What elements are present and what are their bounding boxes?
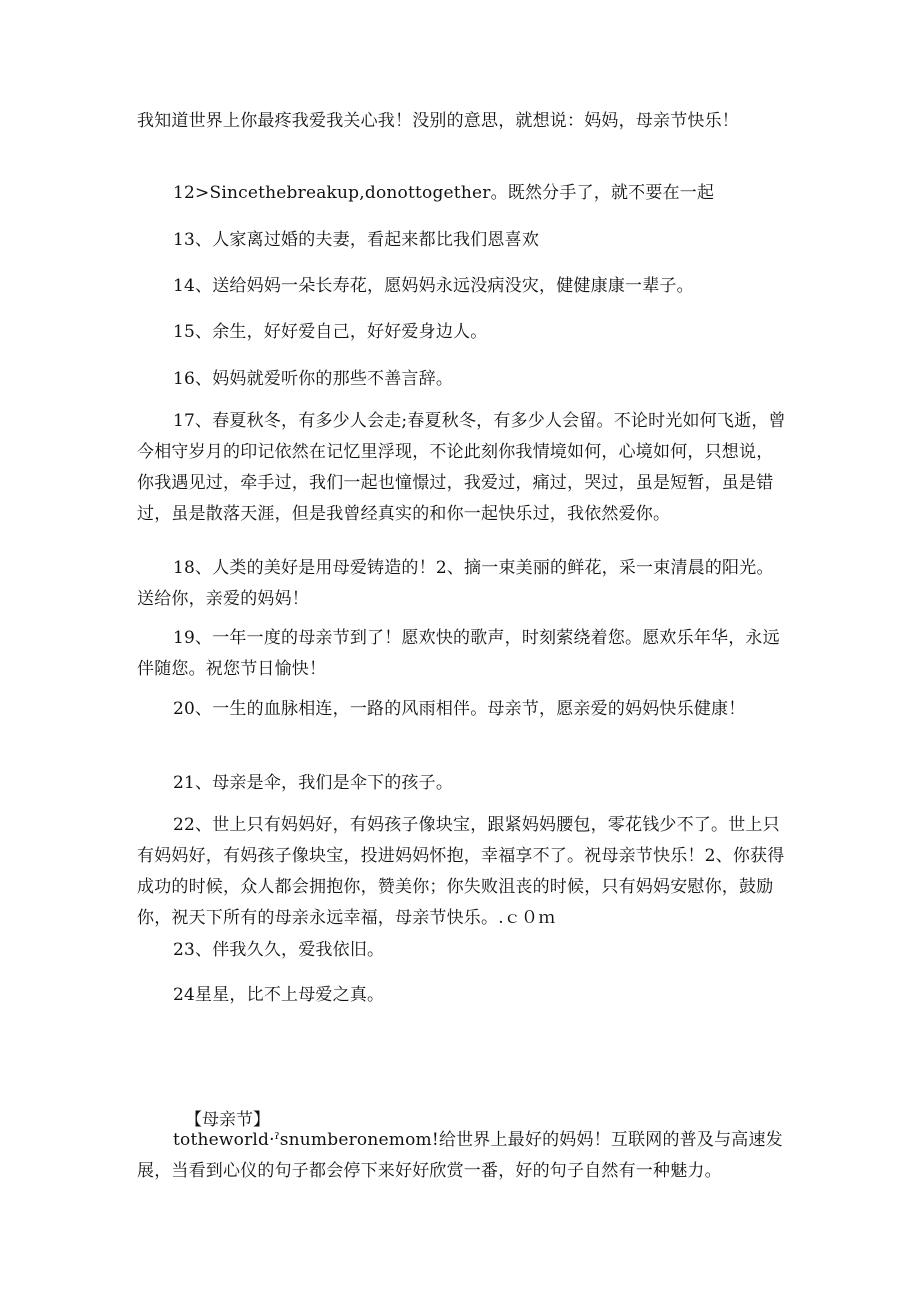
paragraph-17: 17、春夏秋冬，有多少人会走;春夏秋冬，有多少人会留。不论时光如何飞逝，曾今相守岁月的印记依然在记忆里浮现，不论此刻你我情境如何，心境如何，只想说，你我遇见过，牵手过，我们一起也憧憬过，我爱过，痛过，哭过，虽是短暂，虽是错过，虽是散落天涯，但是我曾经真实的和你一起快乐过，我依然爱你。 xyxy=(137,411,786,524)
paragraph-20: 20、一生的血脉相连，一路的风雨相伴。母亲节，愿亲爱的妈妈快乐健康！ xyxy=(173,699,746,719)
paragraph-14: 14、送给妈妈一朵长寿花，愿妈妈永远没病没灾，健健康康一辈子。 xyxy=(173,276,694,296)
paragraph-13: 13、人家离过婚的夫妻，看起来都比我们恩喜欢 xyxy=(173,230,540,250)
paragraph-15: 15、余生，好好爱自己，好好爱身边人。 xyxy=(173,322,488,342)
paragraph-mothers-day-wish: 我知道世界上你最疼我爱我关心我！没别的意思，就想说：妈妈，母亲节快乐！ xyxy=(137,111,739,131)
paragraph-18: 18、人类的美好是用母爱铸造的！2、摘一束美丽的鲜花，采一束清晨的阳光。送给你，亲爱的妈妈！ xyxy=(137,558,774,609)
closing-paragraph: totheworld·ˀsnumberonemom!给世界上最好的妈妈！互联网的普及与高速发展，当看到心仪的句子都会停下来好好欣赏一番，好的句子自然有一种魅力。 xyxy=(137,1130,783,1181)
paragraph-23: 23、伴我久久，爱我依旧。 xyxy=(173,940,385,960)
paragraph-22: 22、世上只有妈妈好，有妈孩子像块宝，跟紧妈妈腰包，零花钱少不了。世上只有妈妈好，有妈孩子像块宝，投进妈妈怀抱，幸福享不了。祝母亲节快乐！2、你获得成功的时候，众人都会拥抱你，赞美你；你失败沮丧的时候，只有妈妈安慰你，鼓励你，祝天下所有的母亲永远幸福，母亲节快乐。.ｃ０ｍ xyxy=(137,815,785,928)
section-heading: 【母亲节】 xyxy=(185,1110,270,1130)
paragraph-16: 16、妈妈就爱听你的那些不善言辞。 xyxy=(173,369,454,389)
paragraph-21: 21、母亲是伞，我们是伞下的孩子。 xyxy=(173,773,454,793)
paragraph-12: 12>Sincethebreakup,donottogether。既然分手了，就不要在一起 xyxy=(173,183,715,203)
paragraph-19: 19、一年一度的母亲节到了！愿欢快的歌声，时刻萦绕着您。愿欢乐年华，永远伴随您。祝您节日愉快！ xyxy=(137,628,780,679)
paragraph-24: 24星星，比不上母爱之真。 xyxy=(173,985,385,1005)
